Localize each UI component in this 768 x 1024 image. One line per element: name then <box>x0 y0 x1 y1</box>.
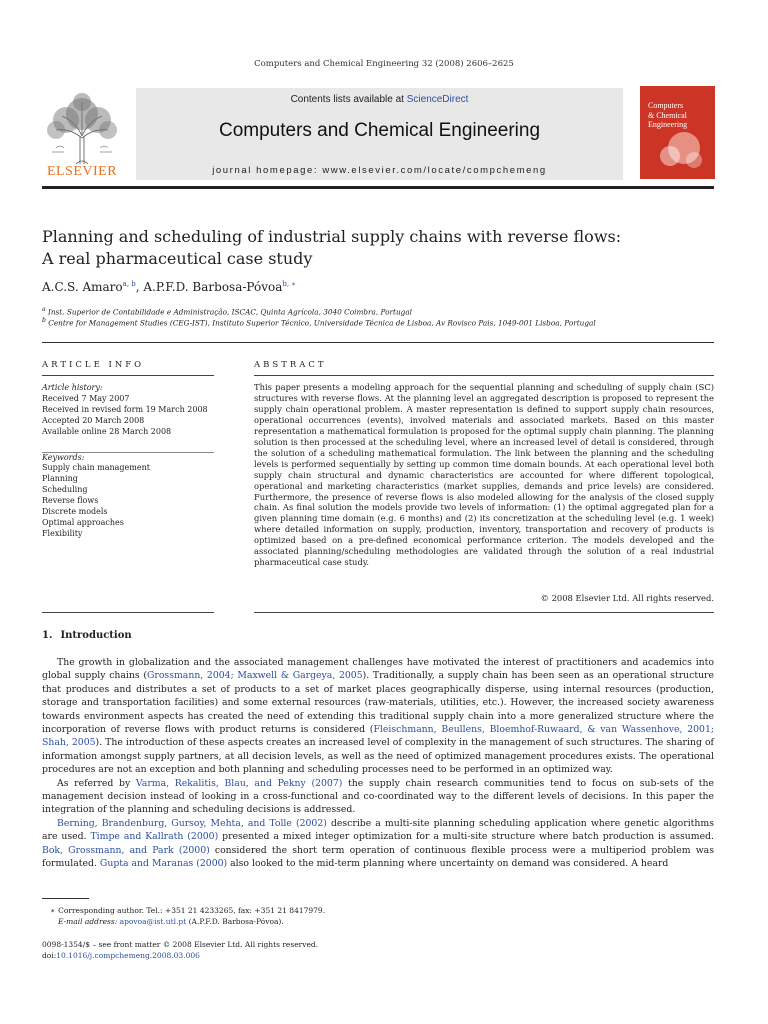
section-heading-introduction <box>42 630 132 641</box>
cover-line: Computers <box>648 101 684 110</box>
journal-reference: Computers and Chemical Engineering 32 (2008) 2606–2625 <box>254 59 514 69</box>
email-link[interactable]: apovoa@ist.utl.pt <box>119 916 187 926</box>
doi-label: doi: <box>42 950 57 960</box>
citation-link[interactable]: Fleischmann, Beullens, Bloemhof-Ruwaard, & van Wassenhove, 2001; Shah, 2005 <box>42 724 714 749</box>
citation-link[interactable]: Varma, Rekalitis, Blau, and Pekny (2007) <box>135 777 343 789</box>
keyword: Planning <box>42 474 78 484</box>
keywords-label: Keywords: <box>42 452 85 462</box>
keyword: Optimal approaches <box>42 517 124 527</box>
doi-line <box>42 951 714 962</box>
doi-link[interactable]: 10.1016/j.compchemeng.2008.03.006 <box>56 950 200 960</box>
affiliation-text: Centre for Management Studies (CEG-IST), Instituto Superior Técnico, Universidade Técnica de Lisboa, Av Rovisco Pais, 1049-001 Lisboa, Portugal <box>48 318 596 328</box>
keyword: Flexibility <box>42 528 83 538</box>
paragraph <box>42 777 714 817</box>
paper-title-line: A real pharmaceutical case study <box>42 249 313 268</box>
citation-link[interactable]: Grossmann, 2004; Maxwell & Gargeya, 2005 <box>146 670 363 682</box>
text-run: The growth in globalization and the associated management challenges have motivated the interest of practitioners and academics into global supply chains ( <box>42 657 714 682</box>
corresponding-author-note <box>42 906 714 917</box>
publisher-logo-text: ELSEVIER <box>46 164 118 179</box>
text-run: ). Traditionally, a supply chain has been seen as an operational structure that produces and distributes a set of products to a set of market places geographically disperse, using internal resources (production, storage and transportation facilities) and some external resources (raw-materials, utilities, etc.). However, the increased society awareness towards environment aspects has created the need of extending this traditional supply chain into a more generalized structure where the incorporation of reverse flows with product returns is considered ( <box>42 670 715 736</box>
text-run: As referred by <box>57 777 136 789</box>
contents-prefix: Contents lists available at <box>290 94 407 105</box>
section-rule <box>42 375 214 376</box>
history-label: Article history: <box>42 383 103 392</box>
paper-title <box>42 226 722 270</box>
cover-line: Engineering <box>648 120 688 129</box>
issn-line: 0098-1354/$ – see front matter © 2008 Elsevier Ltd. All rights reserved. <box>42 940 319 949</box>
email-note <box>42 917 714 928</box>
keyword: Supply chain management <box>42 463 150 473</box>
sciencedirect-link[interactable]: ScienceDirect <box>406 94 469 105</box>
footnote-rule <box>42 898 89 899</box>
corresponding-text: Corresponding author. Tel.: +351 21 4233265, fax: +351 21 8417979. <box>58 906 326 915</box>
cover-title <box>648 101 712 130</box>
keyword: Discrete models <box>42 507 108 517</box>
citation-link[interactable]: Bok, Grossmann, and Park (2000) <box>42 844 210 856</box>
author-name: A.P.F.D. Barbosa-Póvoa <box>143 280 283 294</box>
section-number: 1. <box>42 630 53 641</box>
author-name: A.C.S. Amaro <box>42 280 123 294</box>
header-rule <box>42 186 714 189</box>
text-run: also looked to the mid-term planning where uncertainty on demand was considered. A heard <box>227 858 669 870</box>
paper-title-line: Planning and scheduling of industrial supply chains with reverse flows: <box>42 227 622 246</box>
journal-homepage[interactable]: journal homepage: www.elsevier.com/locate/compchemeng <box>212 165 547 176</box>
citation-link[interactable]: Gupta and Maranas (2000) <box>99 858 228 870</box>
abstract-heading: ABSTRACT <box>254 360 327 370</box>
affiliation-a <box>42 306 412 316</box>
section-rule <box>42 612 214 613</box>
history-item: Received in revised form 19 March 2008 <box>42 404 208 414</box>
section-rule <box>42 342 714 343</box>
contents-line <box>136 94 623 105</box>
authors: A.C.S. Amaro$^{a, b}$, A.P.F.D. Barbosa-Póvoa$^{b, ∗}$ <box>42 280 297 294</box>
cover-line: & Chemical <box>648 110 687 120</box>
article-info-heading: ARTICLE INFO <box>42 360 145 370</box>
footnote <box>42 906 714 927</box>
history-item: Received 7 May 2007 <box>42 393 130 403</box>
article-info-divider <box>42 452 214 453</box>
journal-title: Computers and Chemical Engineering <box>218 120 541 141</box>
section-title: Introduction <box>60 630 132 641</box>
email-owner: (A.P.F.D. Barbosa-Póvoa). <box>186 916 284 926</box>
introduction-body <box>42 656 714 871</box>
keyword: Reverse flows <box>42 496 99 506</box>
paragraph <box>42 656 714 777</box>
copyright: © 2008 Elsevier Ltd. All rights reserved. <box>540 593 714 603</box>
email-label: E-mail address: <box>58 916 118 926</box>
affiliation-mark: b <box>42 317 46 324</box>
citation-link[interactable]: Timpe and Kallrath (2000) <box>90 831 219 843</box>
text-run: the supply chain research communities tend to focus on sub-sets of the management decision instead of looking in a cross-functional and co-coordinated way to the different levels of decisions. In this paper the integration of the planning and scheduling decisions is addressed. <box>42 777 714 816</box>
text-run: considered the short term operation of continuous flexible process were a multiperiod problem was formulated. <box>42 844 714 870</box>
affiliation-text: Inst. Superior de Contabilidade e Administração, ISCAC, Quinta Agrícola, 3040 Coimbra, Portugal <box>47 307 413 317</box>
section-rule <box>254 375 714 376</box>
text-run: describe a multi-site planning scheduling application where genetic algorithms are used. <box>42 817 714 843</box>
affiliation-mark: a <box>42 306 46 313</box>
affiliation-b <box>42 317 596 327</box>
journal-cover-image <box>640 86 715 179</box>
text-run: ). The introduction of these aspects creates an increased level of complexity in the management of such structures. The sharing of information amongst supply partners, at all decision levels, as well as the need of optimized management procedures exists. The operational procedures are not an exception and both planning and scheduling processes need to be performed in an optimized way. <box>42 737 714 776</box>
history-item: Available online 28 March 2008 <box>42 426 172 436</box>
citation-link[interactable]: Berning, Brandenburg, Gursoy, Mehta, and Tolle (2002) <box>57 817 327 829</box>
paragraph <box>42 817 714 871</box>
front-matter-info <box>42 940 714 961</box>
footnote-mark: ∗ <box>50 906 56 915</box>
author-affiliation-marks[interactable]: b, ∗ <box>282 280 297 288</box>
text-run: presented a mixed integer optimization for a multi-site structure where batch production is assumed. <box>218 831 714 843</box>
abstract-text: This paper presents a modeling approach for the sequential planning and scheduling of supply chain (SC) structures with reverse flows. At the planning level an aggregated description is proposed to represent the supply chain operational problem. A master representation is defined to support supply chain resources, operational occurrences (events), involved materials and associated markets. Based on this master representation a mathematical formulation is proposed for the optimal supply chain planning. The planning solution is then processed at the scheduling level, where an increased level of detail is considered, through the solution of a scheduling mathematical formulation. The link between the planning and the scheduling levels is performed sequentially by setting up common time domain bounds. At each operational level both supply chain structural and dynamic characteristics are accounted for where different topological, operational and marketing characteristics (market supplies, demands and price levels) are considered. Furthermore, the presence of reverse flows is also modeled allowing for the analysis of the closed supply chain. As final solution the models provide two levels of information: (1) the optimal aggregated plan for a given planning time domain (e.g. 6 months) and (2) its concretization at the scheduling level (e.g. 1 week) where detailed information on supply, production, inventory, transportation and recovery of products is optimized based on a pre-defined economical performance criterion. The models developed and the associated planning/scheduling methodologies are validated through the solution of a real industrial pharmaceutical case study. <box>254 382 714 568</box>
author-affiliation-marks[interactable]: a, b <box>122 280 136 288</box>
article-info <box>42 383 214 540</box>
history-item: Accepted 20 March 2008 <box>42 415 145 425</box>
section-rule <box>254 612 714 613</box>
keyword: Scheduling <box>42 485 88 495</box>
